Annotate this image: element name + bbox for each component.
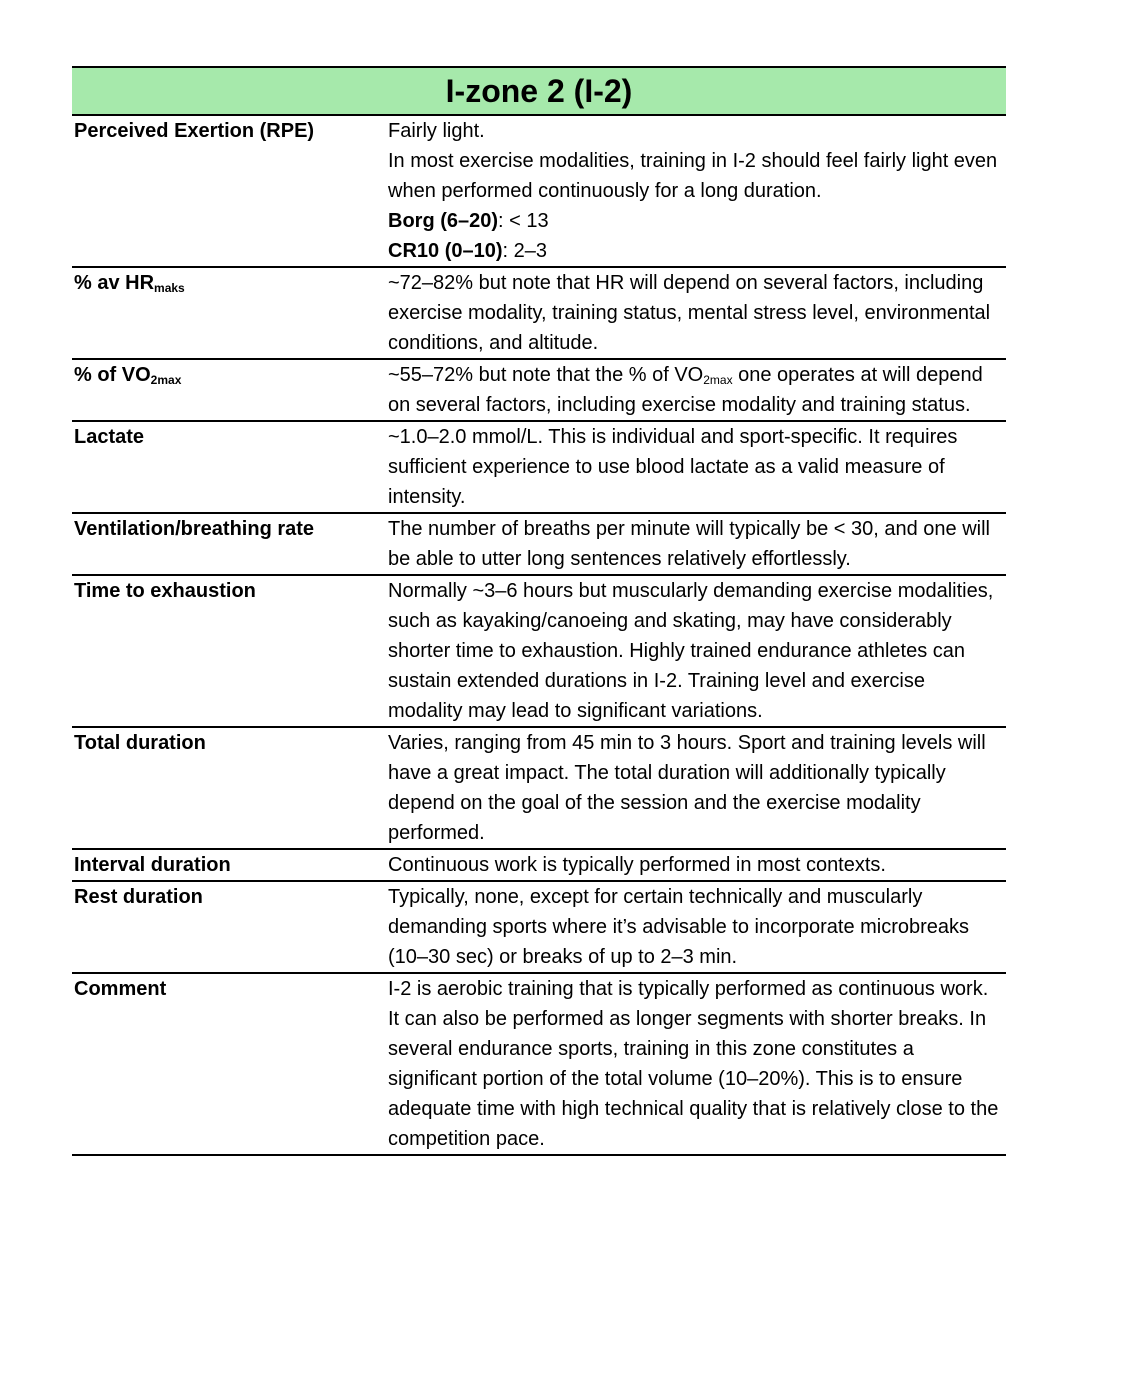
vo2-label-main: % of VO (74, 364, 151, 386)
row-value: ~1.0–2.0 mmol/L. This is individual and sport-specific. It requires sufficient experience to use blood lactate as a valid measure of intensity. (388, 426, 958, 508)
borg-scale-label: Borg (6–20) (388, 210, 499, 232)
borg-scale (388, 206, 1004, 236)
table-row-rest-duration (72, 882, 1006, 974)
table-row-total-duration (72, 728, 1006, 850)
row-value: Normally ~3–6 hours but muscularly demanding exercise modalities, such as kayaking/canoeing and skating, may have considerably shorter time to exhaustion. Highly trained endurance athletes can sustain extended durations in I-2. Training level and exercise modality may lead to significant variations. (388, 580, 994, 722)
row-label: Comment (74, 978, 167, 1000)
row-value: I-2 is aerobic training that is typically performed as continuous work. It can also be performed as longer segments with shorter breaks. In several endurance sports, training in this zone constitutes a significant portion of the total volume (10–20%). This is to ensure adequate time with high technical quality that is relatively close to the competition pace. (388, 978, 999, 1150)
row-label: Total duration (74, 732, 206, 754)
row-label: Lactate (74, 426, 145, 448)
row-label (72, 268, 388, 358)
row-label: Perceived Exertion (RPE) (74, 120, 315, 142)
vo2-value-subscript: 2max (703, 373, 733, 387)
table-title-row (72, 68, 1006, 116)
row-value: ~72–82% but note that HR will depend on several factors, including exercise modality, training status, mental stress level, environmental conditions, and altitude. (388, 272, 991, 354)
table-row-interval-duration (72, 850, 1006, 882)
row-label: Time to exhaustion (74, 580, 256, 602)
table-row-rpe (72, 116, 1006, 268)
table-row-hr (72, 268, 1006, 360)
table-row-vo2 (72, 360, 1006, 422)
intensity-zone-table (72, 66, 1006, 1156)
cr10-scale-value: : 2–3 (502, 240, 547, 262)
row-value: Typically, none, except for certain technically and muscularly demanding sports where it’s advisable to incorporate microbreaks (10–30 sec) or breaks of up to 2–3 min. (388, 886, 970, 968)
table-row-ventilation (72, 514, 1006, 576)
row-value: Varies, ranging from 45 min to 3 hours. Sport and training levels will have a great impact. The total duration will additionally typically depend on the goal of the session and the exercise modality performed. (388, 732, 986, 844)
table-title: I-zone 2 (I-2) (445, 73, 633, 109)
hr-label-subscript: maks (154, 281, 185, 295)
table-row-lactate (72, 422, 1006, 514)
cr10-scale-label: CR10 (0–10) (388, 240, 503, 262)
row-value: Continuous work is typically performed in most contexts. (388, 854, 886, 876)
rpe-summary: Fairly light. (388, 120, 485, 142)
table-row-exhaustion (72, 576, 1006, 728)
hr-label-main: % av HR (74, 272, 155, 294)
vo2-label-subscript: 2max (150, 373, 182, 387)
vo2-value-pre: ~55–72% but note that the % of VO (388, 364, 704, 386)
row-value (388, 360, 1006, 420)
row-label: Ventilation/breathing rate (74, 518, 315, 540)
vo2-value-post: one operates at will depend on several factors, including exercise modality and training status. (388, 364, 983, 416)
row-label: Rest duration (74, 886, 203, 908)
row-label: Interval duration (74, 854, 231, 876)
row-label (72, 360, 388, 420)
borg-scale-value: : < 13 (498, 210, 549, 232)
rpe-description: In most exercise modalities, training in I-2 should feel fairly light even when performed continuously for a long duration. (388, 150, 998, 202)
table-row-comment (72, 974, 1006, 1156)
row-value: The number of breaths per minute will typically be < 30, and one will be able to utter long sentences relatively effortlessly. (388, 518, 990, 570)
cr10-scale (388, 236, 1004, 266)
row-value (388, 116, 1006, 266)
